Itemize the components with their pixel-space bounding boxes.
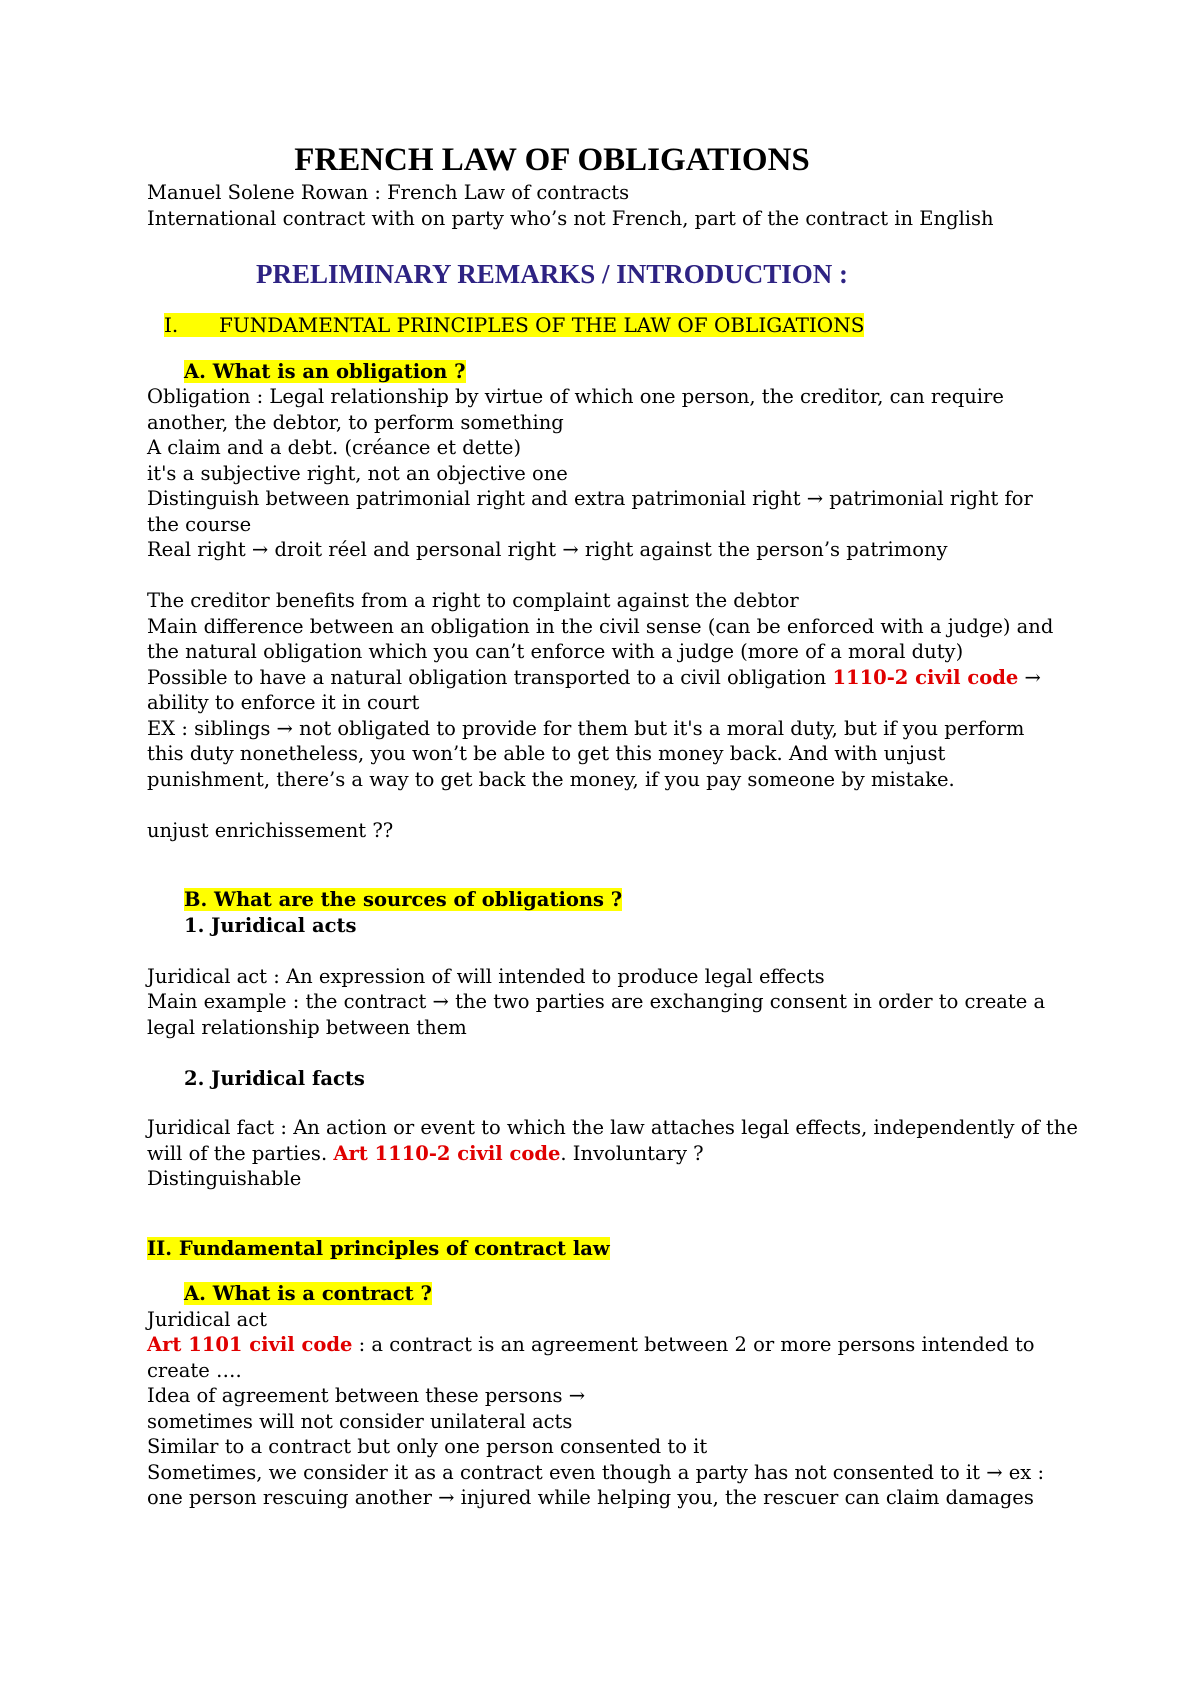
- paragraph-line: the natural obligation which you can’t enforce with a judge (more of a moral duty): [147, 640, 964, 663]
- section-1-number: I.: [164, 313, 179, 337]
- paragraph-line: The creditor benefits from a right to complaint against the debtor: [147, 589, 799, 612]
- spacer: [147, 1192, 1077, 1236]
- paragraph-line: Idea of agreement between these persons →: [147, 1384, 586, 1407]
- section-2-title: II. Fundamental principles of contract law: [147, 1236, 610, 1260]
- paragraph-line: one person rescuing another → injured while helping you, the rescuer can claim damages: [147, 1486, 1034, 1509]
- paragraph-line: Juridical act: [147, 1307, 268, 1331]
- paragraph-line: [147, 665, 1077, 691]
- subheading-a2-label: A. What is a contract ?: [184, 1282, 432, 1305]
- paragraph-line: EX : siblings → not obligated to provide for them but it's a moral duty, but if you perform: [147, 716, 1025, 740]
- legal-reference: 1110-2 civil code: [832, 665, 1019, 689]
- text-segment: . Involuntary ?: [560, 1141, 704, 1165]
- paragraph-line: Main difference between an obligation in the civil sense (can be enforced with a judge) and: [147, 614, 1054, 638]
- paragraph-line: it's a subjective right, not an objective one: [147, 461, 568, 485]
- paragraph-line: unjust enrichissement ??: [147, 818, 394, 842]
- paragraph-line: legal relationship between them: [147, 1015, 467, 1039]
- paragraph-line: this duty nonetheless, you won’t be able to get this money back. And with unjust: [147, 742, 946, 765]
- section-2-heading: [147, 1236, 1077, 1262]
- subheading-1: 1. Juridical acts: [184, 913, 357, 937]
- intro-line: Manuel Solene Rowan : French Law of contracts: [147, 181, 630, 204]
- paragraph-line: A claim and a debt. (créance et dette): [147, 436, 522, 459]
- section-subtitle: PRELIMINARY REMARKS / INTRODUCTION :: [255, 259, 849, 289]
- document-title: FRENCH LAW OF OBLIGATIONS: [294, 142, 810, 178]
- paragraph-line: Sometimes, we consider it as a contract even though a party has not consented to it → ex :: [147, 1460, 1045, 1484]
- paragraph-line: Similar to a contract but only one person consented to it: [147, 1435, 708, 1458]
- paragraph-line: the course: [147, 512, 252, 536]
- subheading-a: [147, 359, 1077, 385]
- paragraph-line: Juridical act : An expression of will intended to produce legal effects: [147, 964, 825, 988]
- paragraph-line: Main example : the contract → the two parties are exchanging consent in order to create a: [147, 990, 1046, 1013]
- paragraph-line: punishment, there’s a way to get back the money, if you pay someone by mistake.: [147, 767, 955, 791]
- subheading-a-label: A. What is an obligation ?: [184, 359, 466, 383]
- paragraph-line: Distinguishable: [147, 1167, 302, 1190]
- paragraph-line: ability to enforce it in court: [147, 691, 420, 714]
- section-1-heading: [164, 313, 1077, 339]
- spacer: [147, 1091, 1077, 1115]
- subheading-b-label: B. What are the sources of obligations ?: [184, 888, 623, 911]
- legal-reference: Art 1101 civil code: [147, 1333, 353, 1356]
- subheading-2: 2. Juridical facts: [184, 1066, 365, 1090]
- subheading-b: [147, 887, 1077, 913]
- paragraph-line: [147, 1332, 1077, 1358]
- subheading-a2: [147, 1281, 1077, 1307]
- spacer: [147, 1040, 1077, 1066]
- spacer: [147, 563, 1077, 589]
- paragraph-line: Juridical fact : An action or event to which the law attaches legal effects, independently of the: [147, 1116, 1078, 1139]
- paragraph-line: create ….: [147, 1358, 242, 1382]
- paragraph-line: Real right → droit réel and personal right → right against the person’s patrimony: [147, 538, 948, 561]
- section-1-title: FUNDAMENTAL PRINCIPLES OF THE LAW OF OBLIGATIONS: [219, 313, 865, 337]
- paragraph-line: Obligation : Legal relationship by virtue of which one person, the creditor, can require: [147, 385, 1004, 408]
- section-1-highlight: [164, 313, 864, 337]
- text-segment: Possible to have a natural obligation transported to a civil obligation: [147, 665, 833, 689]
- paragraph-line: [147, 1141, 1077, 1167]
- text-segment: will of the parties.: [147, 1141, 334, 1165]
- text-segment: →: [1018, 665, 1041, 689]
- spacer: [147, 843, 1077, 887]
- document-page: [147, 140, 1077, 1511]
- spacer: [147, 1261, 1077, 1281]
- paragraph-line: Distinguish between patrimonial right and extra patrimonial right → patrimonial right for: [147, 487, 1033, 510]
- legal-reference: Art 1110-2 civil code: [333, 1141, 561, 1165]
- spacer: [147, 938, 1077, 964]
- text-segment: : a contract is an agreement between 2 or more persons intended to: [352, 1333, 1035, 1356]
- paragraph-line: sometimes will not consider unilateral acts: [147, 1409, 573, 1433]
- paragraph-line: another, the debtor, to perform something: [147, 410, 564, 434]
- intro-line: International contract with on party who’s not French, part of the contract in English: [147, 206, 994, 230]
- spacer: [147, 792, 1077, 818]
